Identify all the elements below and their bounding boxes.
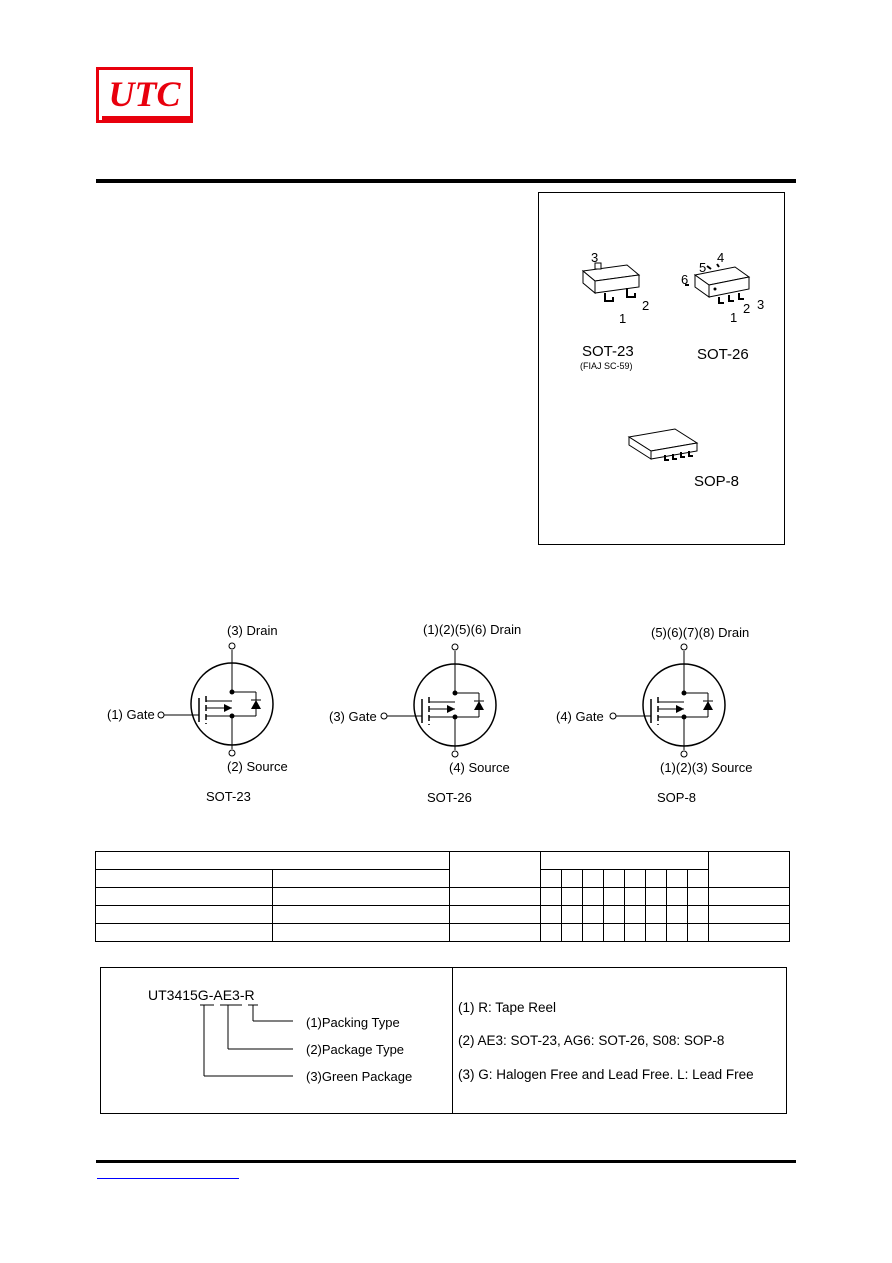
legend-packing-type: (1)Packing Type [306, 1015, 400, 1030]
part-number: UT3415G-AE3-R [148, 987, 255, 1003]
sot23-pin-label: 3 [591, 250, 599, 265]
schematic-package-label: SOT-23 [206, 789, 251, 804]
schematic-drain-label: (1)(2)(5)(6) Drain [423, 622, 522, 637]
sot23-package-sub: (FIAJ SC-59) [580, 361, 633, 371]
sot23-package-name: SOT-23 [582, 343, 634, 360]
description-green: (3) G: Halogen Free and Lead Free. L: Lead Free [458, 1067, 754, 1082]
schematic-gate-label: (4) Gate [556, 709, 604, 724]
description-packing: (1) R: Tape Reel [458, 1000, 557, 1015]
sot26-pin-label: 2 [743, 301, 751, 316]
sot26-pin-label: 5 [699, 260, 707, 275]
schematic-source-label: (1)(2)(3) Source [660, 760, 753, 775]
schematic-gate-label: (3) Gate [329, 709, 377, 724]
logo-text: UTC [108, 74, 181, 114]
sot23-pin-label: 2 [642, 298, 650, 313]
schematic-drain-label: (5)(6)(7)(8) Drain [651, 625, 750, 640]
footer-link-underline[interactable] [97, 1178, 239, 1179]
sot26-pin-label: 3 [757, 297, 765, 312]
legend-package-type: (2)Package Type [306, 1042, 405, 1057]
schematic-package-label: SOP-8 [657, 790, 697, 805]
description-package: (2) AE3: SOT-23, AG6: SOT-26, S08: SOP-8 [458, 1033, 725, 1048]
schematic-source-label: (4) Source [449, 760, 510, 775]
footer-rule [96, 1160, 796, 1163]
schematic-drain-label: (3) Drain [227, 623, 278, 638]
schematic-package-label: SOT-26 [427, 790, 472, 805]
schematic-gate-label: (1) Gate [107, 707, 155, 722]
sop8-package-name: SOP-8 [694, 473, 740, 490]
sot26-pin-label: 4 [717, 250, 725, 265]
sot26-pin-label: 6 [681, 272, 689, 287]
schematic-source-label: (2) Source [227, 759, 288, 774]
sot26-package-name: SOT-26 [697, 346, 749, 363]
sot23-pin-label: 1 [619, 311, 627, 326]
sot26-pin-label: 1 [730, 310, 738, 325]
legend-green-package: (3)Green Package [306, 1069, 413, 1084]
